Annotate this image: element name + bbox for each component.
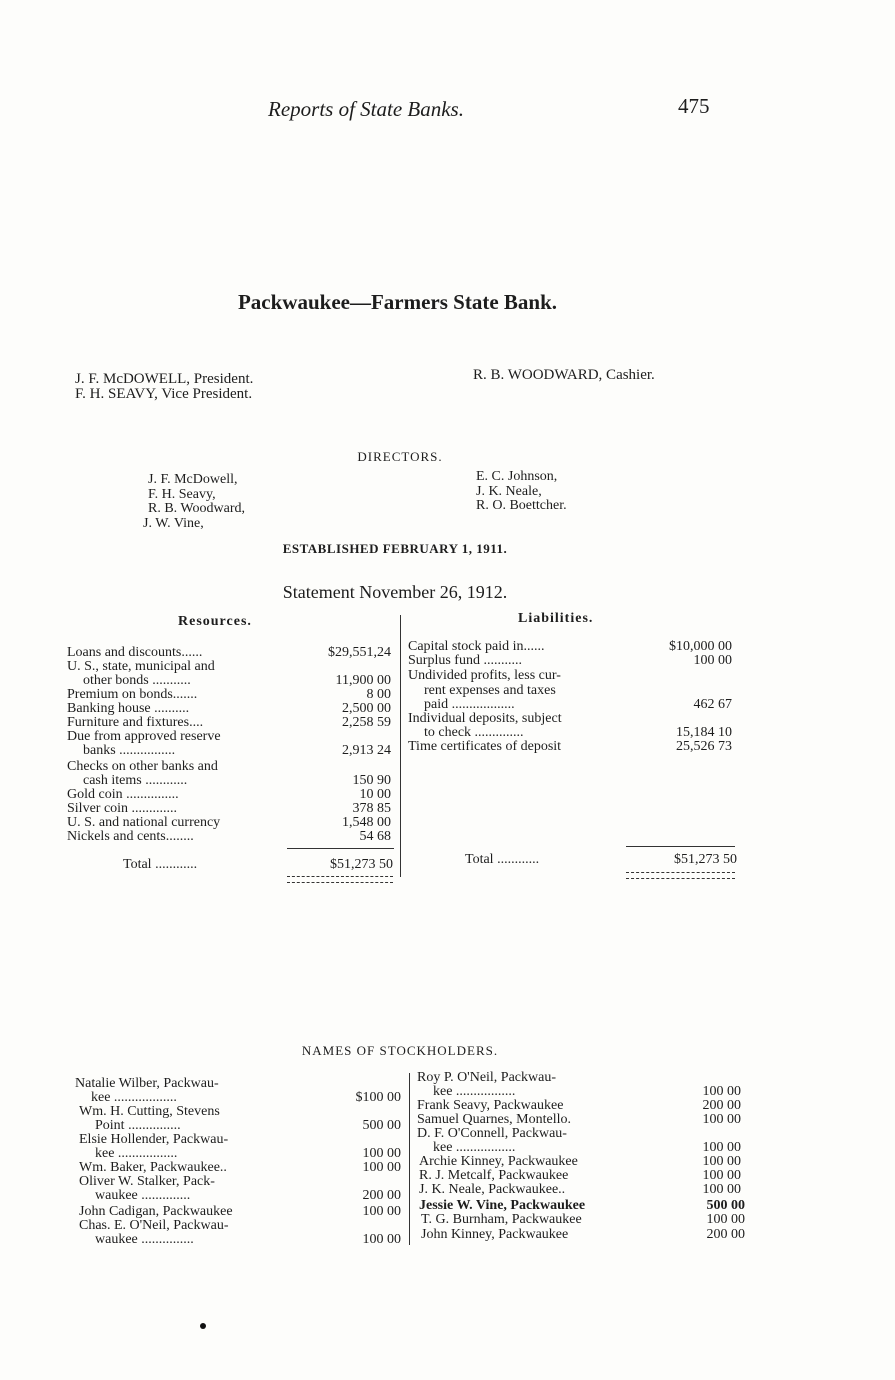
stockholder-amount: 100 00: [702, 1154, 741, 1169]
stockholder-name: Frank Seavy, Packwaukee: [417, 1098, 564, 1113]
stockholder-amount: 100 00: [702, 1112, 741, 1127]
stockholder-amount: 100 00: [702, 1084, 741, 1099]
stockholder-name: John Kinney, Packwaukee: [421, 1227, 569, 1242]
liability-amount: 100 00: [693, 653, 732, 668]
director: J. K. Neale,: [476, 484, 542, 499]
stockholder-name: waukee ...............: [95, 1232, 194, 1247]
stockholder-name: Archie Kinney, Packwaukee: [419, 1154, 578, 1169]
liability-label: to check ..............: [424, 725, 524, 740]
directors-heading: DIRECTORS.: [357, 449, 443, 464]
ink-dot: [200, 1323, 206, 1329]
stockholder-name: Wm. Baker, Packwaukee..: [79, 1160, 227, 1175]
stockholder-name: Chas. E. O'Neil, Packwau-: [79, 1218, 229, 1233]
liabilities-heading: Liabilities.: [518, 611, 594, 626]
director: R. O. Boettcher.: [476, 498, 567, 513]
stockholder-name: Roy P. O'Neil, Packwau-: [417, 1070, 557, 1085]
stockholder-amount: 200 00: [362, 1188, 401, 1203]
stockholder-name: Natalie Wilber, Packwau-: [75, 1076, 219, 1091]
resource-label: Silver coin .............: [67, 801, 178, 816]
stockholder-amount: 100 00: [362, 1160, 401, 1175]
resource-label: Banking house ..........: [67, 701, 190, 716]
page-number: 475: [678, 94, 710, 118]
established-date: ESTABLISHED FEBRUARY 1, 1911.: [282, 541, 508, 556]
director: J. W. Vine,: [143, 516, 204, 531]
resource-amount: $29,551,24: [328, 645, 391, 660]
resource-label: banks ................: [83, 743, 176, 758]
resources-total: $51,273 50: [330, 857, 393, 872]
director: F. H. Seavy,: [148, 487, 216, 502]
liability-amount: 15,184 10: [676, 725, 732, 740]
stockholder-amount: 100 00: [362, 1232, 401, 1247]
stockholder-name: waukee ..............: [95, 1188, 191, 1203]
liability-amount: 462 67: [693, 697, 732, 712]
stockholder-name: Jessie W. Vine, Packwaukee: [419, 1198, 586, 1213]
director: R. B. Woodward,: [148, 501, 246, 516]
resource-amount: 8 00: [366, 687, 391, 702]
liability-label: rent expenses and taxes: [424, 683, 556, 698]
officer-president: J. F. McDOWELL, President.: [75, 371, 254, 387]
resource-label: other bonds ...........: [83, 673, 191, 688]
bank-title: Packwaukee—Farmers State Bank.: [237, 290, 558, 314]
stockholder-name: Elsie Hollender, Packwau-: [79, 1132, 229, 1147]
stockholder-name: R. J. Metcalf, Packwaukee: [419, 1168, 569, 1183]
resource-amount: 10 00: [359, 787, 391, 802]
resource-amount: 2,500 00: [342, 701, 391, 716]
officer-vice-president: F. H. SEAVY, Vice President.: [75, 386, 253, 402]
stockholder-name: John Cadigan, Packwaukee: [79, 1204, 233, 1219]
liabilities-subtotal-rule: [626, 846, 735, 847]
resource-amount: 150 90: [352, 773, 391, 788]
stockholder-name: kee .................: [433, 1140, 516, 1155]
resource-label: Due from approved reserve: [67, 729, 221, 744]
resource-label: U. S. and national currency: [67, 815, 221, 830]
liabilities-total-label: Total ............: [465, 852, 540, 867]
stockholder-name: kee ..................: [91, 1090, 177, 1105]
stockholder-name: kee .................: [95, 1146, 178, 1161]
stockholder-name: J. K. Neale, Packwaukee..: [419, 1182, 566, 1197]
liability-label: Time certificates of deposit: [408, 739, 562, 754]
resources-subtotal-rule: [287, 848, 394, 849]
column-divider: [400, 615, 401, 877]
liability-label: Capital stock paid in......: [408, 639, 545, 654]
stockholder-name: kee .................: [433, 1084, 516, 1099]
resource-label: U. S., state, municipal and: [67, 659, 215, 674]
resource-label: Furniture and fixtures....: [67, 715, 204, 730]
resource-label: Loans and discounts......: [67, 645, 203, 660]
stockholders-heading: NAMES OF STOCKHOLDERS.: [301, 1043, 499, 1058]
liability-amount: $10,000 00: [669, 639, 732, 654]
stockholder-amount: 100 00: [362, 1146, 401, 1161]
resource-amount: 2,913 24: [342, 743, 391, 758]
resource-amount: 378 85: [352, 801, 391, 816]
director: J. F. McDowell,: [148, 472, 238, 487]
stockholder-name: Oliver W. Stalker, Pack-: [79, 1174, 215, 1189]
resource-amount: 2,258 59: [342, 715, 391, 730]
resources-total-double-rule: [287, 876, 393, 883]
stockholder-name: T. G. Burnham, Packwaukee: [421, 1212, 582, 1227]
director: E. C. Johnson,: [476, 469, 558, 484]
stockholder-amount: 200 00: [702, 1098, 741, 1113]
stockholders-divider: [409, 1073, 410, 1245]
running-title: Reports of State Banks.: [268, 97, 464, 121]
liability-amount: 25,526 73: [676, 739, 732, 754]
liability-label: paid ..................: [424, 697, 515, 712]
stockholder-amount: 100 00: [702, 1168, 741, 1183]
resource-amount: 54 68: [359, 829, 391, 844]
liabilities-total: $51,273 50: [674, 852, 737, 867]
stockholder-amount: 500 00: [706, 1198, 745, 1213]
liability-label: Undivided profits, less cur-: [408, 668, 561, 683]
resource-label: Nickels and cents........: [67, 829, 194, 844]
stockholder-name: Point ...............: [95, 1118, 181, 1133]
statement-title: Statement November 26, 1912.: [282, 582, 508, 602]
resource-label: Checks on other banks and: [67, 759, 218, 774]
stockholder-name: D. F. O'Connell, Packwau-: [417, 1126, 567, 1141]
resources-heading: Resources.: [178, 614, 252, 629]
stockholder-amount: $100 00: [355, 1090, 401, 1105]
stockholder-amount: 100 00: [706, 1212, 745, 1227]
resource-label: Gold coin ...............: [67, 787, 179, 802]
liability-label: Individual deposits, subject: [408, 711, 562, 726]
officer-cashier: R. B. WOODWARD, Cashier.: [473, 367, 655, 383]
resource-amount: 11,900 00: [335, 673, 391, 688]
stockholder-name: Wm. H. Cutting, Stevens: [79, 1104, 220, 1119]
stockholder-amount: 100 00: [702, 1182, 741, 1197]
stockholder-amount: 100 00: [702, 1140, 741, 1155]
resource-label: Premium on bonds.......: [67, 687, 198, 702]
stockholder-amount: 500 00: [362, 1118, 401, 1133]
stockholder-amount: 100 00: [362, 1204, 401, 1219]
liability-label: Surplus fund ...........: [408, 653, 522, 668]
stockholder-name: Samuel Quarnes, Montello.: [417, 1112, 571, 1127]
resources-total-label: Total ............: [123, 857, 198, 872]
liabilities-total-double-rule: [626, 872, 735, 879]
resource-amount: 1,548 00: [342, 815, 391, 830]
stockholder-amount: 200 00: [706, 1227, 745, 1242]
resource-label: cash items ............: [83, 773, 188, 788]
